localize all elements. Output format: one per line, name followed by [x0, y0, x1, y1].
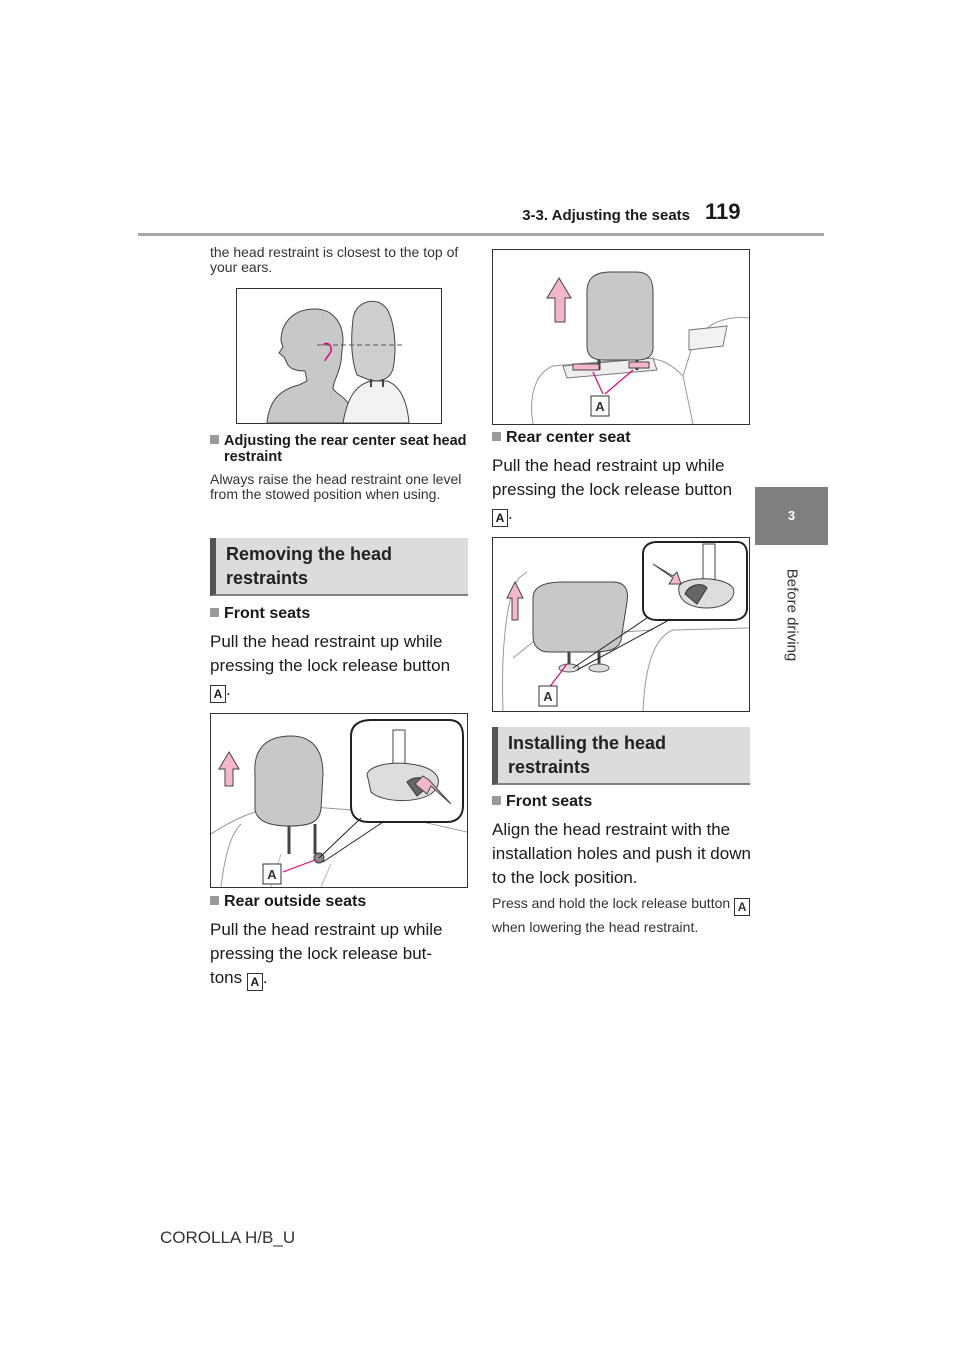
- section-title: 3-3. Adjusting the seats: [522, 207, 690, 224]
- chapter-tab: 3: [755, 487, 828, 545]
- bullet-square-icon: [492, 796, 501, 805]
- figure-rear-center: [492, 537, 750, 712]
- chapter-label: Before driving: [783, 568, 801, 662]
- subheading-front-seats-install: Front seats: [492, 793, 592, 811]
- callout-a-label: A: [247, 973, 263, 991]
- footer-model: COROLLA H/B_U: [160, 1228, 296, 1247]
- banner-installing: Installing the head restraints: [492, 727, 750, 785]
- body-rear-outside: Pull the head restraint up while pressing the lock release but- tons A .: [210, 920, 443, 989]
- header-divider: [138, 233, 824, 236]
- figure-front-remove: [210, 713, 468, 888]
- body-front-seats-install: Align the head restraint with the installation holes and push it down to the lock position.: [492, 820, 751, 887]
- figure-callout-a: A: [543, 689, 553, 704]
- figure-head-position: [236, 288, 442, 424]
- callout-a-label: A: [492, 509, 508, 527]
- body-rear-center: Pull the head restraint up while pressing the lock release button A .: [492, 456, 733, 525]
- bullet-square-icon: [210, 896, 219, 905]
- body-rear-center-adjust: Always raise the head restraint one level from the stowed position when using.: [210, 471, 462, 502]
- figure-rear-outside: [492, 249, 750, 425]
- bullet-square-icon: [492, 432, 501, 441]
- subheading-rear-outside: Rear outside seats: [210, 893, 366, 911]
- subheading-rear-center-adjust: Adjusting the rear center seat head restraint: [210, 433, 470, 465]
- callout-a-label: A: [734, 898, 750, 916]
- note-front-seats-install: Press and hold the lock release button A when lowering the head restraint.: [492, 892, 754, 938]
- figure-callout-a: A: [267, 867, 277, 882]
- bullet-square-icon: [210, 608, 219, 617]
- page-number: 119: [705, 199, 741, 224]
- intro-text: the head restraint is closest to the top of your ears.: [210, 244, 459, 275]
- subheading-rear-center: Rear center seat: [492, 429, 631, 447]
- subheading-front-seats-remove: Front seats: [210, 605, 310, 623]
- body-front-seats-remove: Pull the head restraint up while pressing the lock release button A .: [210, 632, 451, 701]
- banner-removing: Removing the head restraints: [210, 538, 468, 596]
- bullet-square-icon: [210, 435, 219, 444]
- figure-callout-a: A: [595, 399, 605, 414]
- callout-a-label: A: [210, 685, 226, 703]
